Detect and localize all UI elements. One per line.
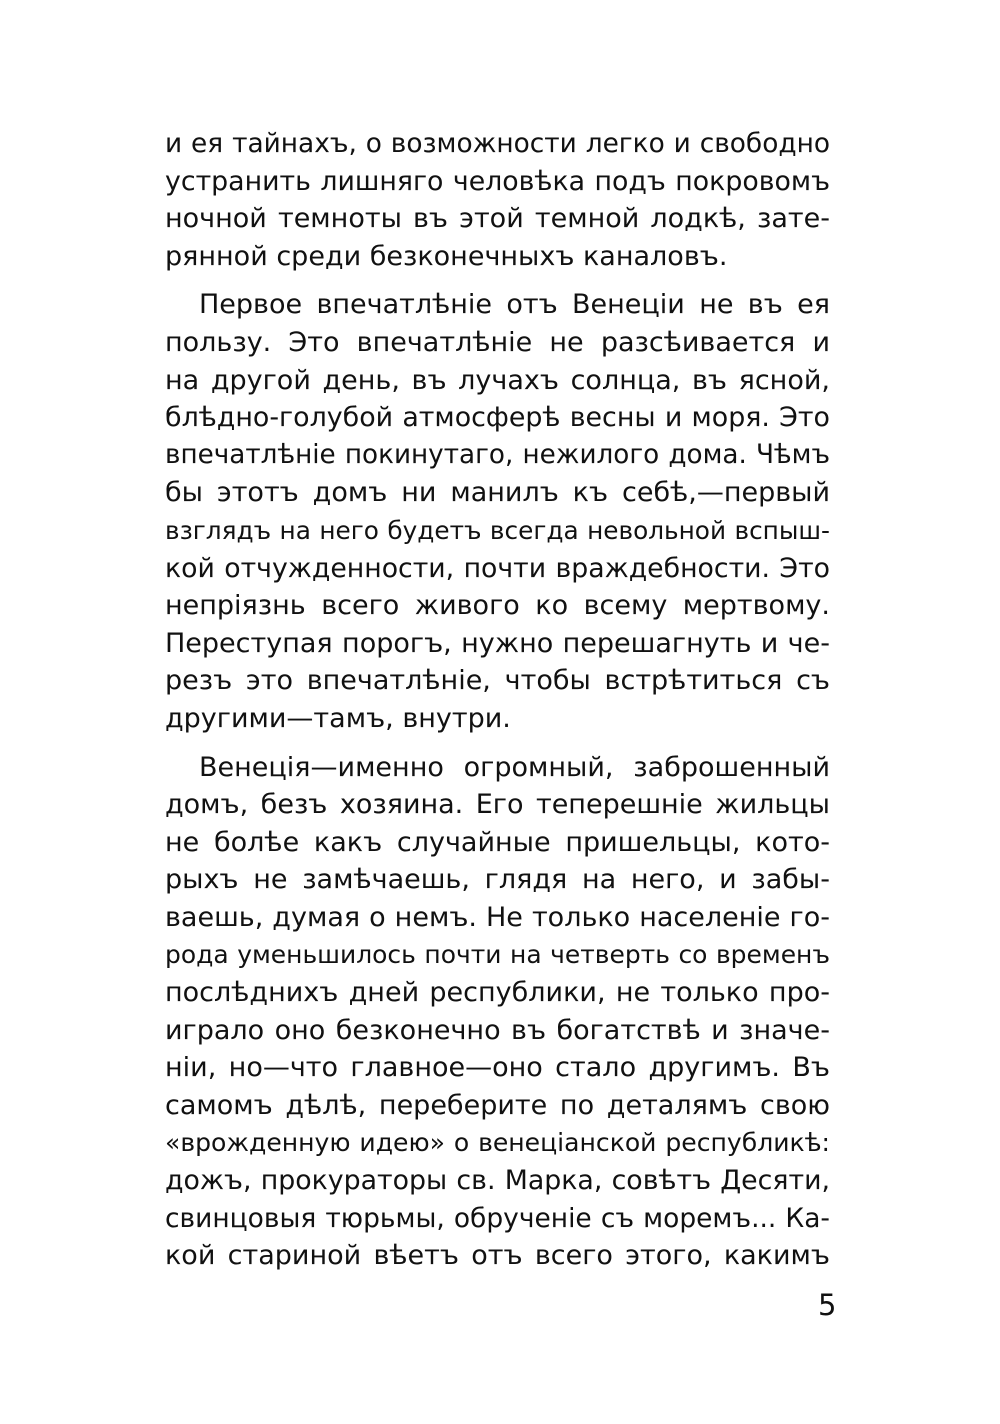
text-line: рыхъ не замѣчаешь, глядя на него, и забы- xyxy=(165,864,830,896)
text-line: кой отчужденности, почти враждебности. Это xyxy=(165,552,830,584)
text-line: послѣднихъ дней республики, не только про- xyxy=(165,977,830,1009)
text-line: блѣдно-голубой атмосферѣ весны и моря. Это xyxy=(165,402,830,434)
text-line: впечатлѣніе покинутаго, нежилого дома. Чѣмъ xyxy=(165,439,830,470)
paragraph-1 xyxy=(165,125,830,275)
text-line: свинцовыя тюрьмы, обрученіе съ моремъ... Ка- xyxy=(165,1202,830,1234)
text-line: непріязнь всего живого ко всему мертвому. xyxy=(165,590,830,622)
text-line: бы этотъ домъ ни манилъ къ себѣ,—первый xyxy=(165,477,830,509)
text-line: рянной среди безконечныхъ каналовъ. xyxy=(165,240,728,272)
text-line: ніи, но—что главное—оно стало другимъ. Въ xyxy=(165,1052,830,1084)
text-line: рода уменьшилось почти на четверть со временъ xyxy=(165,940,830,970)
body-text xyxy=(165,125,830,1286)
text-line: играло оно безконечно въ богатствѣ и значе- xyxy=(165,1014,830,1046)
text-line: домъ, безъ хозяина. Его теперешніе жильцы xyxy=(165,789,830,821)
text-line: и ея тайнахъ, о возможности легко и свободно xyxy=(165,128,830,159)
text-line: ночной темноты въ этой темной лодкѣ, зате- xyxy=(165,203,830,235)
text-line: Венеція—именно огромный, заброшенный xyxy=(199,751,830,783)
text-line: другими—тамъ, внутри. xyxy=(165,702,511,734)
text-line: резъ это впечатлѣніе, чтобы встрѣтиться съ xyxy=(165,665,830,697)
paragraph-2 xyxy=(165,286,830,737)
text-line: Переступая порогъ, нужно перешагнуть и че- xyxy=(165,627,830,659)
text-line: самомъ дѣлѣ, переберите по деталямъ свою xyxy=(165,1089,830,1121)
text-line: пользу. Это впечатлѣніе не разсѣивается и xyxy=(165,326,830,358)
text-line: устранить лишняго человѣка подъ покровомъ xyxy=(165,165,830,197)
page-number: 5 xyxy=(818,1288,837,1322)
paragraph-3 xyxy=(165,749,830,1275)
text-line: не болѣе какъ случайные пришельцы, кото- xyxy=(165,826,830,858)
text-line: дожъ, прокураторы св. Марка, совѣтъ Десяти, xyxy=(165,1165,830,1197)
text-line: взглядъ на него будетъ всегда невольной вспыш- xyxy=(165,515,830,545)
text-line: кой стариной вѣетъ отъ всего этого, какимъ xyxy=(165,1240,830,1272)
text-line: Первое впечатлѣніе отъ Венеціи не въ ея xyxy=(199,289,830,321)
text-line: ваешь, думая о немъ. Не только населеніе го- xyxy=(165,901,830,933)
text-line: на другой день, въ лучахъ солнца, въ ясной, xyxy=(165,364,830,396)
text-line: «врожденную идею» о венеціанской республикѣ: xyxy=(165,1128,830,1158)
